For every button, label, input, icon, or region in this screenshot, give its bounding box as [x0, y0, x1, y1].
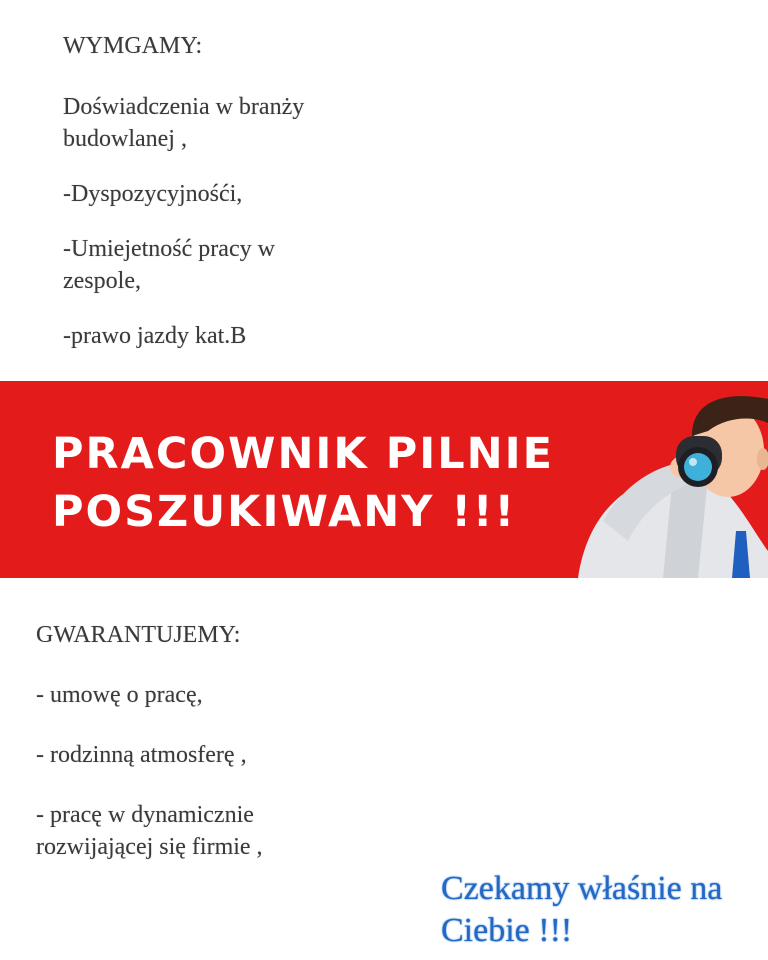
requirement-availability: -Dyspozycyjnośći,	[63, 181, 243, 207]
guarantee-contract: - umowę o pracę,	[36, 682, 203, 708]
requirement-line: Doświadczenia w branży	[63, 94, 305, 120]
requirement-driving-license: -prawo jazdy kat.B	[63, 323, 247, 349]
requirements-section	[63, 30, 363, 352]
guarantees-heading: GWARANTUJEMY:	[36, 622, 241, 648]
cta-line: Ciebie !!!	[441, 912, 573, 949]
call-to-action	[441, 868, 768, 952]
requirement-teamwork	[63, 233, 363, 297]
guarantee-line: - pracę w dynamicznie	[36, 802, 254, 828]
guarantee-line: rozwijającej się firmie ,	[36, 834, 263, 860]
guarantees-section	[36, 619, 416, 863]
urgent-hiring-banner	[0, 381, 768, 578]
guarantee-growth	[36, 799, 416, 863]
cta-line: Czekamy właśnie na	[441, 870, 723, 907]
guarantee-atmosphere: - rodzinną atmosferę ,	[36, 742, 247, 768]
requirement-experience	[63, 91, 363, 155]
man-with-binoculars-icon	[568, 381, 768, 578]
requirements-heading: WYMGAMY:	[63, 33, 203, 59]
banner-title-line: PRACOWNIK PILNIE	[52, 429, 554, 479]
requirement-line: budowlanej ,	[63, 126, 187, 152]
requirement-line: zespole,	[63, 268, 141, 294]
banner-title	[52, 425, 554, 541]
banner-title-line: POSZUKIWANY !!!	[52, 487, 517, 537]
requirement-line: -Umiejetność pracy w	[63, 236, 275, 262]
